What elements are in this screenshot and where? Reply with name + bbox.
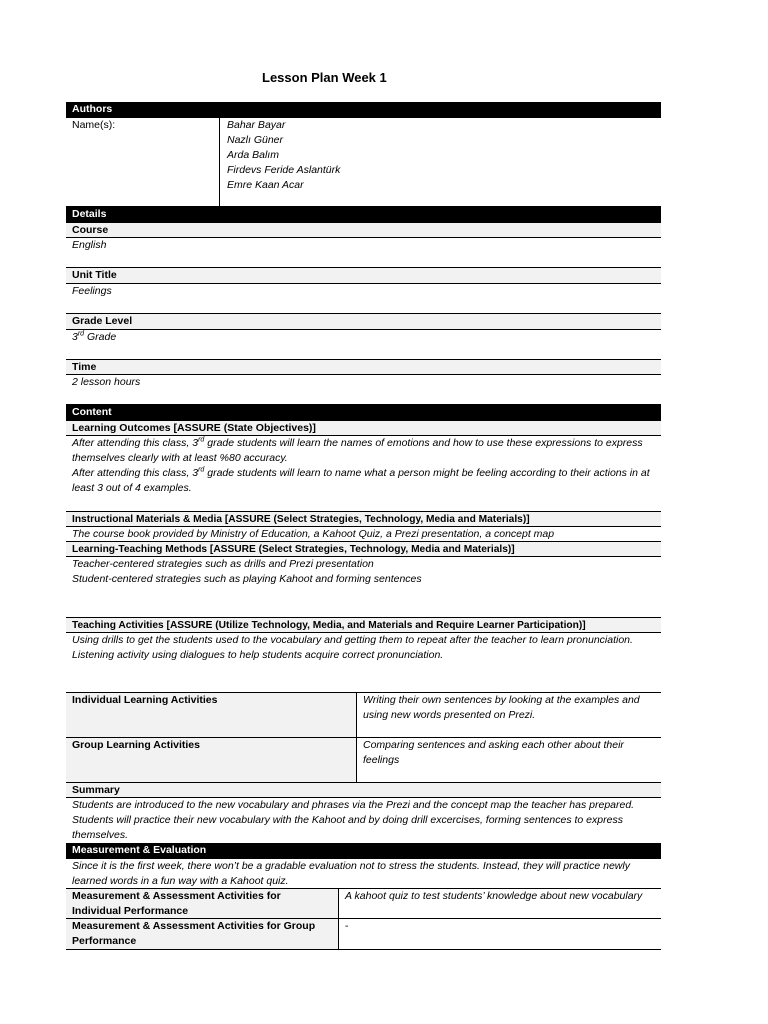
authors-header: Authors bbox=[66, 102, 661, 118]
outcome-item: After attending this class, 3rd grade students will learn to name what a person might be feeling according to their actions in at least 3 out of 4 examples. bbox=[72, 466, 650, 494]
learning-outcomes-value bbox=[66, 436, 661, 512]
teaching-activities-value: Using drills to get the students used to the vocabulary and getting them to repeat after the teacher to learn pronunciation. Listening activity using dialogues to help students acquire correct pronunciation. bbox=[66, 633, 661, 693]
author-name: Firdevs Feride Aslantürk bbox=[227, 164, 341, 176]
grade-level-label: Grade Level bbox=[66, 314, 661, 330]
content-header: Content bbox=[66, 405, 661, 421]
summary-label: Summary bbox=[66, 783, 661, 798]
author-name: Arda Balım bbox=[227, 149, 279, 161]
materials-value: The course book provided by Ministry of Education, a Kahoot Quiz, a Prezi presentation, a concept map bbox=[66, 527, 661, 542]
course-value: English bbox=[66, 238, 661, 268]
evaluation-note: Since it is the first week, there won’t be a gradable evaluation not to stress the students. Instead, they will practice newly learned words in a fun way with a Kahoot quiz. bbox=[66, 859, 661, 889]
methods-label: Learning-Teaching Methods [ASSURE (Select Strategies, Technology, Media and Materials)] bbox=[66, 542, 661, 557]
unit-title-label: Unit Title bbox=[66, 268, 661, 284]
author-name: Nazlı Güner bbox=[227, 134, 284, 146]
learning-outcomes-label: Learning Outcomes [ASSURE (State Objectives)] bbox=[66, 421, 661, 436]
individual-assessment-label: Measurement & Assessment Activities for Individual Performance bbox=[66, 889, 339, 919]
unit-title-value: Feelings bbox=[66, 284, 661, 314]
individual-assessment-value: A kahoot quiz to test students’ knowledge about new vocabulary bbox=[339, 889, 661, 919]
time-label: Time bbox=[66, 360, 661, 375]
individual-learning-value: Writing their own sentences by looking at the examples and using new words presented on Prezi. bbox=[357, 693, 661, 738]
summary-value: Students are introduced to the new vocabulary and phrases via the Prezi and the concept map the teacher has prepared. Students will practice their new vocabulary with the Kahoot and by doing drill excercises, forming sentences to express themselves. bbox=[66, 798, 661, 843]
author-name: Emre Kaan Acar bbox=[227, 179, 304, 191]
grade-level-value: 3rd Grade bbox=[66, 330, 661, 360]
individual-learning-label: Individual Learning Activities bbox=[66, 693, 357, 738]
materials-label: Instructional Materials & Media [ASSURE (Select Strategies, Technology, Media and Materials)] bbox=[66, 512, 661, 527]
group-learning-value: Comparing sentences and asking each other about their feelings bbox=[357, 738, 661, 783]
methods-value: Teacher-centered strategies such as drills and Prezi presentation Student-centered strategies such as playing Kahoot and forming sentences bbox=[66, 557, 661, 618]
details-header: Details bbox=[66, 207, 661, 223]
course-label: Course bbox=[66, 223, 661, 238]
group-assessment-label: Measurement & Assessment Activities for Group Performance bbox=[66, 919, 339, 950]
author-name: Bahar Bayar bbox=[227, 119, 286, 131]
group-assessment-value: - bbox=[339, 919, 661, 950]
page-title: Lesson Plan Week 1 bbox=[262, 70, 387, 85]
names-label: Name(s): bbox=[66, 118, 220, 207]
author-names bbox=[220, 118, 661, 207]
evaluation-header: Measurement & Evaluation bbox=[66, 843, 661, 859]
group-learning-label: Group Learning Activities bbox=[66, 738, 357, 783]
time-value: 2 lesson hours bbox=[66, 375, 661, 405]
teaching-activities-label: Teaching Activities [ASSURE (Utilize Technology, Media, and Materials and Require Learner Participation)] bbox=[66, 618, 661, 633]
outcome-item: After attending this class, 3rd grade students will learn the names of emotions and how to use these expressions to express themselves clearly with at least %80 accuracy. bbox=[72, 436, 643, 464]
